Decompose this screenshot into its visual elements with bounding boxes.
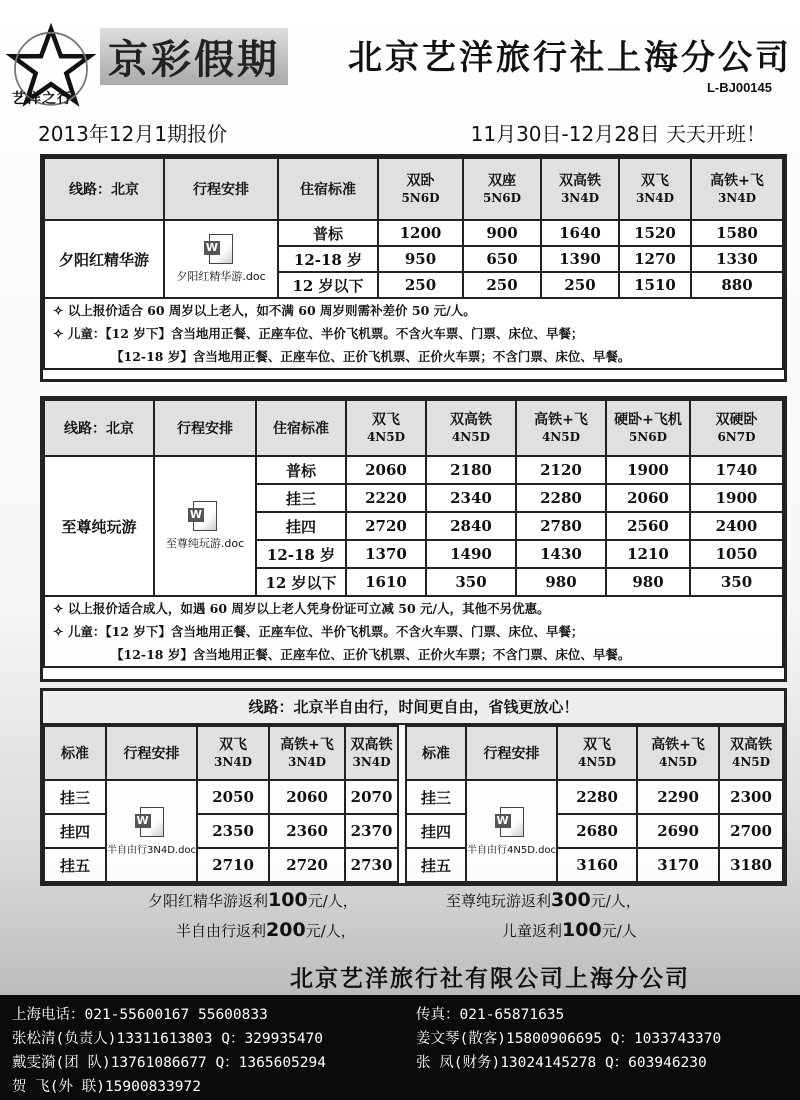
table-sunset-tour [40,154,787,382]
word-doc-icon: W [193,501,217,531]
price-cell: 2220 [346,484,426,512]
price-cell: 2350 [197,814,269,848]
price-cell: 1640 [541,220,619,246]
price-cell: 1610 [346,568,426,596]
price-cell: 350 [690,568,783,596]
word-doc-icon: W [209,234,233,264]
price-cell: 2680 [557,814,637,848]
price-cell: 980 [516,568,606,596]
phone: 上海电话：021-55600167 55600833 [12,1007,268,1023]
col-header: 双高铁 4N5D [719,726,783,780]
col-standard: 标准 [406,726,466,780]
rebates [0,885,800,945]
price-cell: 2280 [557,780,637,814]
price-cell: 900 [463,220,541,246]
note-line: 【12-18 岁】含当地用正餐、正座车位、正价飞机票、正价火车票；不含门票、床位、早餐。 [111,349,631,364]
row-label: 12 岁以下 [278,272,378,298]
col-itinerary: 行程安排 [154,400,256,456]
row-label: 12 岁以下 [256,568,346,596]
table-row [44,780,398,814]
table-row [44,814,398,848]
col-header: 双飞 4N5D [346,400,426,456]
price-cell: 2360 [269,814,345,848]
col-route: 线路：北京 [44,158,164,220]
col-itinerary: 行程安排 [164,158,278,220]
price-cell: 1270 [619,246,691,272]
price-cell: 1200 [378,220,463,246]
price-cell: 250 [463,272,541,298]
price-cell: 2780 [516,512,606,540]
rebate-semi-free: 半自由行返利200元/人， [176,919,356,941]
col-header: 高铁+飞 4N5D [516,400,606,456]
col-itinerary: 行程安排 [466,726,557,780]
row-label: 挂五 [406,848,466,882]
note-line: ✧ 儿童：【12 岁下】含当地用正餐、正座车位、半价飞机票。不含火车票、门票、床位、早餐； [53,624,584,639]
price-cell: 2690 [637,814,719,848]
semi-free-title: 线路：北京半自由行，时间更自由，省钱更放心！ [43,691,784,725]
col-standard: 住宿标准 [278,158,378,220]
price-cell: 1580 [691,220,783,246]
price-cell: 2340 [426,484,516,512]
price-cell: 2280 [516,484,606,512]
fax: 传真：021-65871635 [416,1007,565,1023]
price-cell: 2060 [346,456,426,484]
col-standard: 住宿标准 [256,400,346,456]
word-doc-icon: W [500,807,524,837]
contact: 戴雯漪(团 队)13761086677 Q：1365605294 [12,1055,326,1071]
price-cell: 1370 [346,540,426,568]
col-header: 双高铁 3N4D [345,726,398,780]
price-cell: 2370 [345,814,398,848]
price-cell: 2050 [197,780,269,814]
price-cell: 2060 [269,780,345,814]
price-cell: 2840 [426,512,516,540]
doc-label: 半自由行3N4D.doc [107,844,197,856]
contact: 张 凤(财务)13024145278 Q：603946230 [416,1055,707,1071]
doc-label: 至尊纯玩游.doc [165,537,245,550]
logo-text: 艺洋之行 [12,91,72,107]
row-label: 12-18 岁 [278,246,378,272]
price-cell: 350 [426,568,516,596]
word-doc-icon: W [140,807,164,837]
doc-label: 夕阳红精华游.doc [176,270,266,283]
col-route: 线路：北京 [44,400,154,456]
departure-info: 11月30日-12月28日 天天开班！ [470,122,766,146]
contact: 贺 飞(外 联)15900833972 [12,1079,201,1095]
rebate-child: 儿童返利100元/人 [502,919,637,941]
price-cell: 1390 [541,246,619,272]
note-line: ✧ 儿童：【12 岁下】含当地用正餐、正座车位、半价飞机票。不含火车票、门票、床位、早餐； [53,326,584,341]
col-header: 双高铁 4N5D [426,400,516,456]
col-header: 双硬卧 6N7D [690,400,783,456]
price-cell: 2730 [345,848,398,882]
row-label: 普标 [256,456,346,484]
contact: 姜文琴(散客)15800906695 Q：1033743370 [416,1031,722,1047]
price-cell: 2560 [606,512,690,540]
row-label: 挂四 [406,814,466,848]
row-label: 挂五 [44,848,106,882]
table-row [406,814,783,848]
note-line: ✧ 以上报价适合 60 周岁以上老人，如不满 60 周岁则需补差价 50 元/人。 [53,303,476,318]
price-cell: 1510 [619,272,691,298]
price-cell: 1050 [690,540,783,568]
note-line: ✧ 以上报价适合成人，如遇 60 周岁以上老人凭身份证可立减 50 元/人，其他不另优惠。 [53,601,550,616]
row-label: 挂三 [44,780,106,814]
itinerary-doc[interactable] [106,780,197,882]
table-row [44,848,398,882]
price-cell: 950 [378,246,463,272]
table-row [406,780,783,814]
table-semi-free-tour [40,688,787,886]
price-cell: 1210 [606,540,690,568]
itinerary-doc[interactable] [154,456,256,596]
price-cell: 250 [541,272,619,298]
route-name: 夕阳红精华游 [44,220,164,298]
col-header: 高铁+飞 4N5D [637,726,719,780]
price-cell: 1900 [690,484,783,512]
price-cell: 1520 [619,220,691,246]
price-cell: 1330 [691,246,783,272]
table-row [406,848,783,882]
row-label: 挂三 [256,484,346,512]
price-cell: 2300 [719,780,783,814]
col-header: 高铁+飞 3N4D [269,726,345,780]
row-label: 挂三 [406,780,466,814]
contact: 张松清(负责人)13311613803 Q：329935470 [12,1031,324,1047]
price-cell: 1430 [516,540,606,568]
price-cell: 3160 [557,848,637,882]
price-cell: 2290 [637,780,719,814]
price-cell: 980 [606,568,690,596]
price-cell: 2700 [719,814,783,848]
price-cell: 250 [378,272,463,298]
note-line: 【12-18 岁】含当地用正餐、正座车位、正价飞机票、正价火车票；不含门票、床位、早餐。 [111,647,631,662]
price-cell: 3170 [637,848,719,882]
quote-period: 2013年12月1期报价 [38,122,228,146]
route-name: 至尊纯玩游 [44,456,154,596]
price-cell: 2400 [690,512,783,540]
license-code: L-BJ00145 [706,80,772,95]
row-label: 挂四 [44,814,106,848]
col-standard: 标准 [44,726,106,780]
company-title: 北京艺洋旅行社上海分公司 [348,38,792,78]
price-cell: 3180 [719,848,783,882]
table-row [44,456,783,484]
price-cell: 2720 [346,512,426,540]
notes [44,596,783,667]
price-cell: 650 [463,246,541,272]
header [0,0,800,150]
col-header: 双座 5N6D [463,158,541,220]
table-premium-tour [40,396,787,682]
price-cell: 2720 [269,848,345,882]
col-header: 双飞 4N5D [557,726,637,780]
row-label: 12-18 岁 [256,540,346,568]
table-row [44,220,783,246]
price-cell: 1490 [426,540,516,568]
price-cell: 2710 [197,848,269,882]
itinerary-doc[interactable] [466,780,557,882]
price-cell: 2120 [516,456,606,484]
col-header: 双飞 3N4D [197,726,269,780]
notes [44,298,783,369]
company-name-bottom: 北京艺洋旅行社有限公司上海分公司 [290,966,690,992]
itinerary-doc[interactable] [164,220,278,298]
row-label: 普标 [278,220,378,246]
brand-title: 京彩假期 [100,28,288,85]
contact-footer [0,995,800,1100]
col-header: 双飞 3N4D [619,158,691,220]
price-cell: 880 [691,272,783,298]
col-header: 双卧 5N6D [378,158,463,220]
price-cell: 1900 [606,456,690,484]
rebate-premium: 至尊纯玩游返利300元/人， [446,889,641,911]
price-cell: 2180 [426,456,516,484]
col-header: 硬卧+飞机 5N6D [606,400,690,456]
price-cell: 2060 [606,484,690,512]
col-itinerary: 行程安排 [106,726,197,780]
col-header: 高铁+飞 3N4D [691,158,783,220]
price-cell: 1740 [690,456,783,484]
rebate-sunset: 夕阳红精华游返利100元/人， [148,889,358,911]
price-cell: 2070 [345,780,398,814]
doc-label: 半自由行4N5D.doc [467,844,557,856]
col-header: 双高铁 3N4D [541,158,619,220]
row-label: 挂四 [256,512,346,540]
